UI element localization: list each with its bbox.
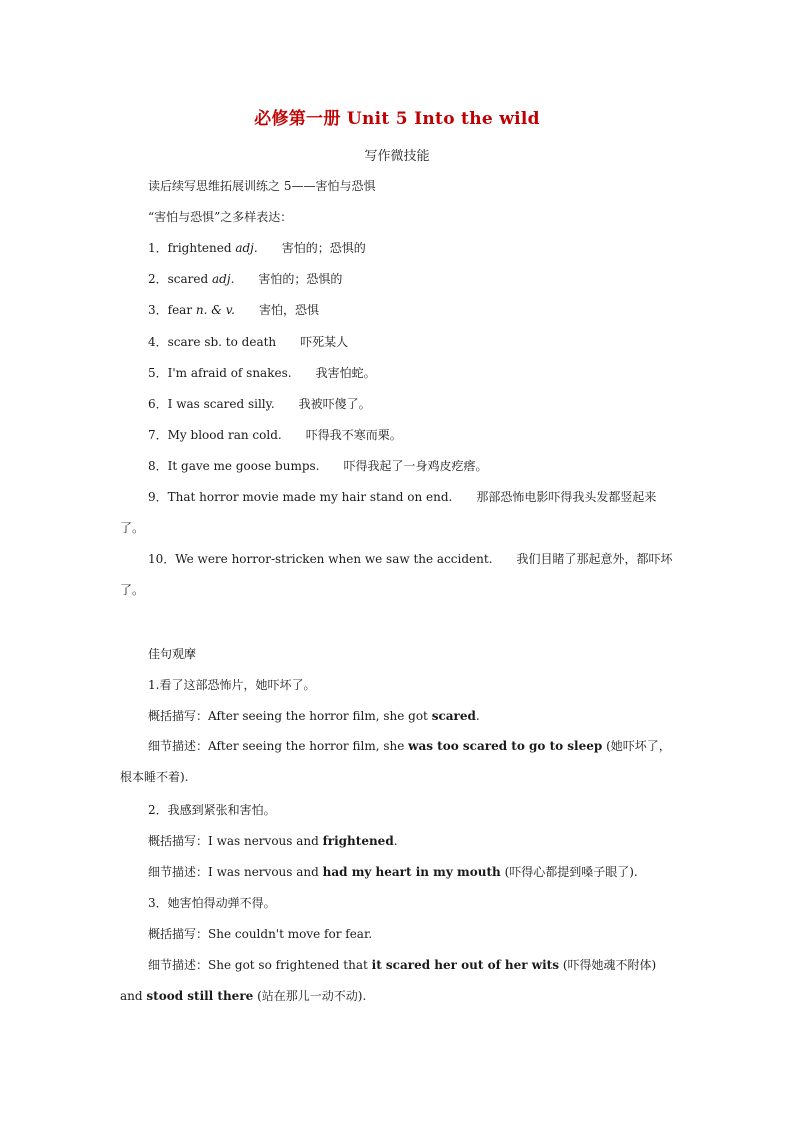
example-detail	[148, 864, 638, 880]
detail-text: She got so frightened that	[208, 958, 372, 972]
list-item	[148, 334, 348, 350]
item-chinese: 害怕的；恐惧的	[258, 272, 343, 286]
item-english: We were horror-stricken when we saw the accident.	[175, 552, 493, 566]
example-chinese: 1.看了这部恐怖片，她吓坏了。	[148, 678, 316, 692]
detail-label: 细节描述：	[148, 739, 209, 753]
summary-text: After seeing the horror film, she got	[208, 709, 432, 723]
example-summary	[148, 708, 480, 724]
detail-end: (她吓坏了，根本睡不着).	[120, 739, 671, 784]
item-pos: n. & v.	[195, 303, 235, 317]
item-number: 10．	[148, 552, 176, 566]
intro-line: 读后续写思维拓展训练之 5——害怕与恐惧	[148, 179, 376, 193]
detail-label: 细节描述：	[148, 958, 209, 972]
example-chinese: 2．我感到紧张和害怕。	[148, 803, 276, 817]
detail-keyword: it scared her out of her wits	[371, 958, 559, 972]
item-english: My blood ran cold.	[167, 428, 282, 442]
list-item	[120, 482, 676, 544]
item-english: frightened	[167, 241, 232, 255]
item-english: fear	[167, 303, 193, 317]
example-summary	[148, 833, 398, 849]
example-detail	[120, 731, 676, 793]
summary-text: She couldn't move for fear.	[208, 927, 373, 941]
detail-text: After seeing the horror film, she	[208, 739, 409, 753]
example-chinese: 3．她害怕得动弹不得。	[148, 896, 276, 910]
item-english: I was scared silly.	[167, 397, 275, 411]
detail-keyword-2: stood still there	[146, 989, 254, 1003]
item-english: It gave me goose bumps.	[167, 459, 320, 473]
item-pos: adj.	[235, 241, 258, 255]
list-item	[148, 396, 371, 412]
detail-text: I was nervous and	[208, 865, 323, 879]
item-chinese: 害怕的；恐惧的	[281, 241, 366, 255]
detail-end: (吓得心都提到嗓子眼了).	[504, 865, 638, 879]
item-english: scare sb. to death	[167, 335, 277, 349]
item-pos: adj.	[212, 272, 235, 286]
item-number: 8．	[148, 459, 168, 473]
detail-end: (站在那儿一动不动).	[257, 989, 367, 1003]
list-item	[120, 544, 676, 606]
item-english: I'm afraid of snakes.	[167, 366, 292, 380]
item-chinese: 我们目睹了那起意外，都吓坏了。	[120, 552, 673, 597]
item-number: 1．	[148, 241, 168, 255]
item-chinese: 害怕，恐惧	[258, 303, 319, 317]
item-number: 2．	[148, 272, 168, 286]
list-item	[148, 458, 488, 474]
example-summary	[148, 926, 372, 942]
summary-label: 概括描写：	[148, 709, 209, 723]
item-number: 9．	[148, 490, 168, 504]
document-subtitle: 写作微技能	[364, 149, 430, 164]
item-number: 7．	[148, 428, 168, 442]
summary-keyword: scared	[431, 709, 476, 723]
detail-keyword: was too scared to go to sleep	[408, 739, 603, 753]
list-item	[148, 240, 366, 256]
item-chinese: 我害怕蛇。	[315, 366, 376, 380]
summary-label: 概括描写：	[148, 834, 209, 848]
summary-text: I was nervous and	[208, 834, 323, 848]
summary-end: .	[475, 709, 480, 723]
section-heading: 佳句观摩	[148, 647, 197, 661]
example-detail	[120, 950, 676, 1012]
item-english: scared	[167, 272, 209, 286]
item-chinese: 吓得我不寒而栗。	[305, 428, 402, 442]
item-number: 6．	[148, 397, 168, 411]
detail-keyword: had my heart in my mouth	[322, 865, 501, 879]
item-number: 3．	[148, 303, 168, 317]
summary-label: 概括描写：	[148, 927, 209, 941]
item-chinese: 吓得我起了一身鸡皮疙瘩。	[343, 459, 488, 473]
list-item	[148, 365, 376, 381]
item-english: That horror movie made my hair stand on end.	[167, 490, 453, 504]
detail-label: 细节描述：	[148, 865, 209, 879]
item-number: 4．	[148, 335, 168, 349]
expression-heading: “害怕与恐惧”之多样表达：	[148, 210, 293, 224]
summary-keyword: frightened	[322, 834, 394, 848]
detail-middle: (吓得她魂不附体) and	[120, 958, 657, 1003]
list-item	[148, 427, 402, 443]
summary-end: .	[393, 834, 398, 848]
document-title: 必修第一册 Unit 5 Into the wild	[254, 109, 540, 129]
item-number: 5．	[148, 366, 168, 380]
item-chinese: 我被吓傻了。	[298, 397, 371, 411]
item-chinese: 那部恐怖电影吓得我头发都竖起来了。	[120, 490, 657, 535]
list-item	[148, 271, 342, 287]
item-chinese: 吓死某人	[300, 335, 349, 349]
list-item	[148, 302, 319, 318]
